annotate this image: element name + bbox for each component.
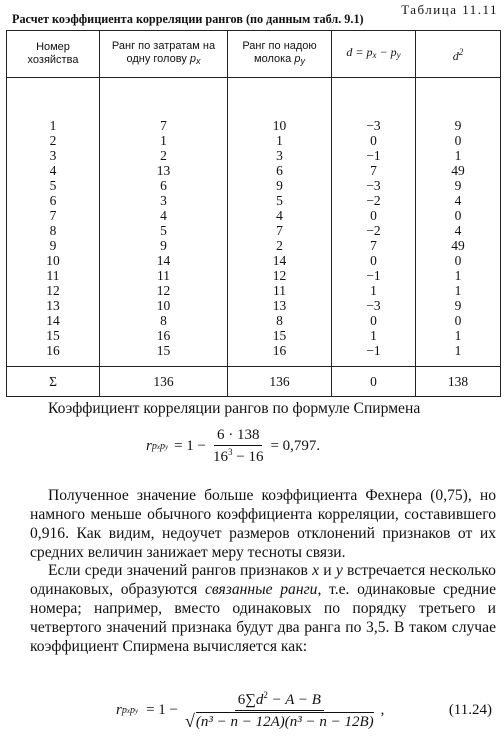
table-cell: 11 [100, 268, 228, 283]
table-cell: 10 [228, 78, 332, 134]
table-cell: 9 [416, 298, 501, 313]
col-header-rank-milk: Ранг по надою молока $p_y$ [228, 31, 332, 78]
table-cell: 9 [228, 178, 332, 193]
table-cell: 4 [416, 193, 501, 208]
table-cell: 7 [100, 78, 228, 134]
table-cell: 4 [100, 208, 228, 223]
table-cell: 0 [416, 133, 501, 148]
table-cell: 1 [228, 133, 332, 148]
table-cell: 8 [7, 223, 100, 238]
table-cell: 11 [7, 268, 100, 283]
table-cell: 2 [228, 238, 332, 253]
table-cell: 0 [416, 253, 501, 268]
table-cell: 16 [228, 343, 332, 367]
table-cell: 49 [416, 238, 501, 253]
table-cell: 9 [416, 78, 501, 134]
table-row [7, 223, 501, 238]
table-cell: −2 [332, 223, 416, 238]
table-cell: 1 [416, 148, 501, 163]
table-cell: 16 [7, 343, 100, 367]
table-cell: −1 [332, 268, 416, 283]
total-rank-cost: 136 [100, 367, 228, 397]
table-cell: 0 [332, 208, 416, 223]
table-row [7, 163, 501, 178]
table-cell: 7 [332, 163, 416, 178]
table-cell: 15 [7, 328, 100, 343]
table-cell: 3 [100, 193, 228, 208]
equation-number: (11.24) [448, 702, 492, 718]
table-cell: 49 [416, 163, 501, 178]
table-cell: 6 [228, 163, 332, 178]
paragraph-fechner-comparison: Полученное значение больше коэффициента Фехнера (0,75), но намного меньше обычного коэффициента корреляции, составившего 0,916. Как видим, недоучет размеров отклонений признаков от их средних величин занижает меру тесноты связи. [30, 487, 496, 561]
table-cell: 12 [228, 268, 332, 283]
table-cell: −3 [332, 78, 416, 134]
table-row [7, 253, 501, 268]
table-row [7, 268, 501, 283]
table-cell: 14 [228, 253, 332, 268]
table-cell: 9 [100, 238, 228, 253]
table-row [7, 313, 501, 328]
table-cell: 1 [416, 268, 501, 283]
table-total-row [7, 367, 501, 397]
table-row [7, 178, 501, 193]
total-d: 0 [332, 367, 416, 397]
table-cell: −1 [332, 148, 416, 163]
table-cell: 2 [100, 148, 228, 163]
table-caption: Расчет коэффициента корреляции рангов (по данным табл. 9.1) [12, 12, 364, 26]
table-cell: 0 [332, 133, 416, 148]
table-cell: 11 [228, 283, 332, 298]
table-body [7, 78, 501, 367]
table-cell: 0 [332, 253, 416, 268]
table-cell: 13 [228, 298, 332, 313]
rank-correlation-table [6, 30, 501, 397]
term-tied-ranks: связанные ранги [205, 581, 318, 598]
table-cell: 0 [416, 313, 501, 328]
table-row [7, 328, 501, 343]
table-cell: 16 [100, 328, 228, 343]
table-cell: 1 [332, 283, 416, 298]
table-row [7, 148, 501, 163]
table-cell: 1 [416, 328, 501, 343]
table-cell: 13 [100, 163, 228, 178]
table-cell: 1 [416, 283, 501, 298]
total-d-squared: 138 [416, 367, 501, 397]
table-cell: 5 [228, 193, 332, 208]
table-cell: 6 [100, 178, 228, 193]
table-cell: −3 [332, 298, 416, 313]
table-cell: 0 [416, 208, 501, 223]
table-cell: 1 [416, 343, 501, 367]
fraction-tied-ranks: $6\sum d^2 - A - B$ √ (n³ − n − 12A)(n³ − n − 12B) [184, 690, 374, 731]
formula-spearman-value: r pxpy = 1 − $\frac{6 \cdot 138}{16^3 - 16}$ = 0,797. [146, 427, 321, 465]
table-number: Таблица 11.11 [401, 2, 498, 17]
table-cell: 7 [228, 223, 332, 238]
col-header-d-squared: $d^2$ [416, 31, 501, 78]
col-header-farm: Номер хозяйства [7, 31, 100, 78]
table-cell: 2 [7, 133, 100, 148]
paragraph-spearman-intro: Коэффициент корреляции рангов по формуле Спирмена [48, 400, 421, 417]
table-cell: 1 [7, 78, 100, 134]
table-cell: 12 [100, 283, 228, 298]
table-row [7, 298, 501, 313]
table-cell: 6 [7, 193, 100, 208]
table-cell: 15 [100, 343, 228, 367]
table-cell: 14 [100, 253, 228, 268]
table-row [7, 208, 501, 223]
table-cell: 9 [7, 238, 100, 253]
table-cell: 1 [332, 328, 416, 343]
table-row [7, 283, 501, 298]
table-cell: −3 [332, 178, 416, 193]
table-cell: 5 [7, 178, 100, 193]
table-cell: 7 [7, 208, 100, 223]
table-cell: −2 [332, 193, 416, 208]
table-cell: 13 [7, 298, 100, 313]
table-cell: 14 [7, 313, 100, 328]
table-cell: 12 [7, 283, 100, 298]
table-cell: 5 [100, 223, 228, 238]
table-cell: 10 [100, 298, 228, 313]
table-cell: 0 [332, 313, 416, 328]
table-cell: 4 [416, 223, 501, 238]
table-row [7, 193, 501, 208]
total-sigma: Σ [7, 367, 100, 397]
table-cell: 3 [228, 148, 332, 163]
table-cell: 3 [7, 148, 100, 163]
table-header-row [7, 31, 501, 78]
table-cell: 8 [228, 313, 332, 328]
table-cell: 1 [100, 133, 228, 148]
fraction-6-138: $\frac{6 \cdot 138}{16^3 - 16}$ [212, 427, 264, 465]
table-cell: 9 [416, 178, 501, 193]
col-header-rank-cost: Ранг по затратам на одну голову $p_x$ [100, 31, 228, 78]
paragraph-tied-ranks: Если среди значений рангов признаков x и y встречается несколько одинаковых, образуются связанные ранги, т.е. одинаковые средние номера; например, вместо одинаковых по порядку третьего и четвертого значений признака будут два ранга по 3,5. В таком случае коэффициент Спирмена вычисляется как: [30, 562, 496, 655]
table-row [7, 133, 501, 148]
table-cell: −1 [332, 343, 416, 367]
table-cell: 10 [7, 253, 100, 268]
table-cell: 7 [332, 238, 416, 253]
col-header-d: $d = p_x - p_y$ [332, 31, 416, 78]
table-row [7, 78, 501, 134]
table-cell: 4 [7, 163, 100, 178]
formula-spearman-tied: r pxpy = 1 − $6\sum d^2 - A - B$ √ (n³ − n − 12A)(n³ − n − 12B) , (11.24) [116, 690, 492, 731]
table-cell: 15 [228, 328, 332, 343]
total-rank-milk: 136 [228, 367, 332, 397]
table-row [7, 343, 501, 367]
table-cell: 4 [228, 208, 332, 223]
table-cell: 8 [100, 313, 228, 328]
table-row [7, 238, 501, 253]
